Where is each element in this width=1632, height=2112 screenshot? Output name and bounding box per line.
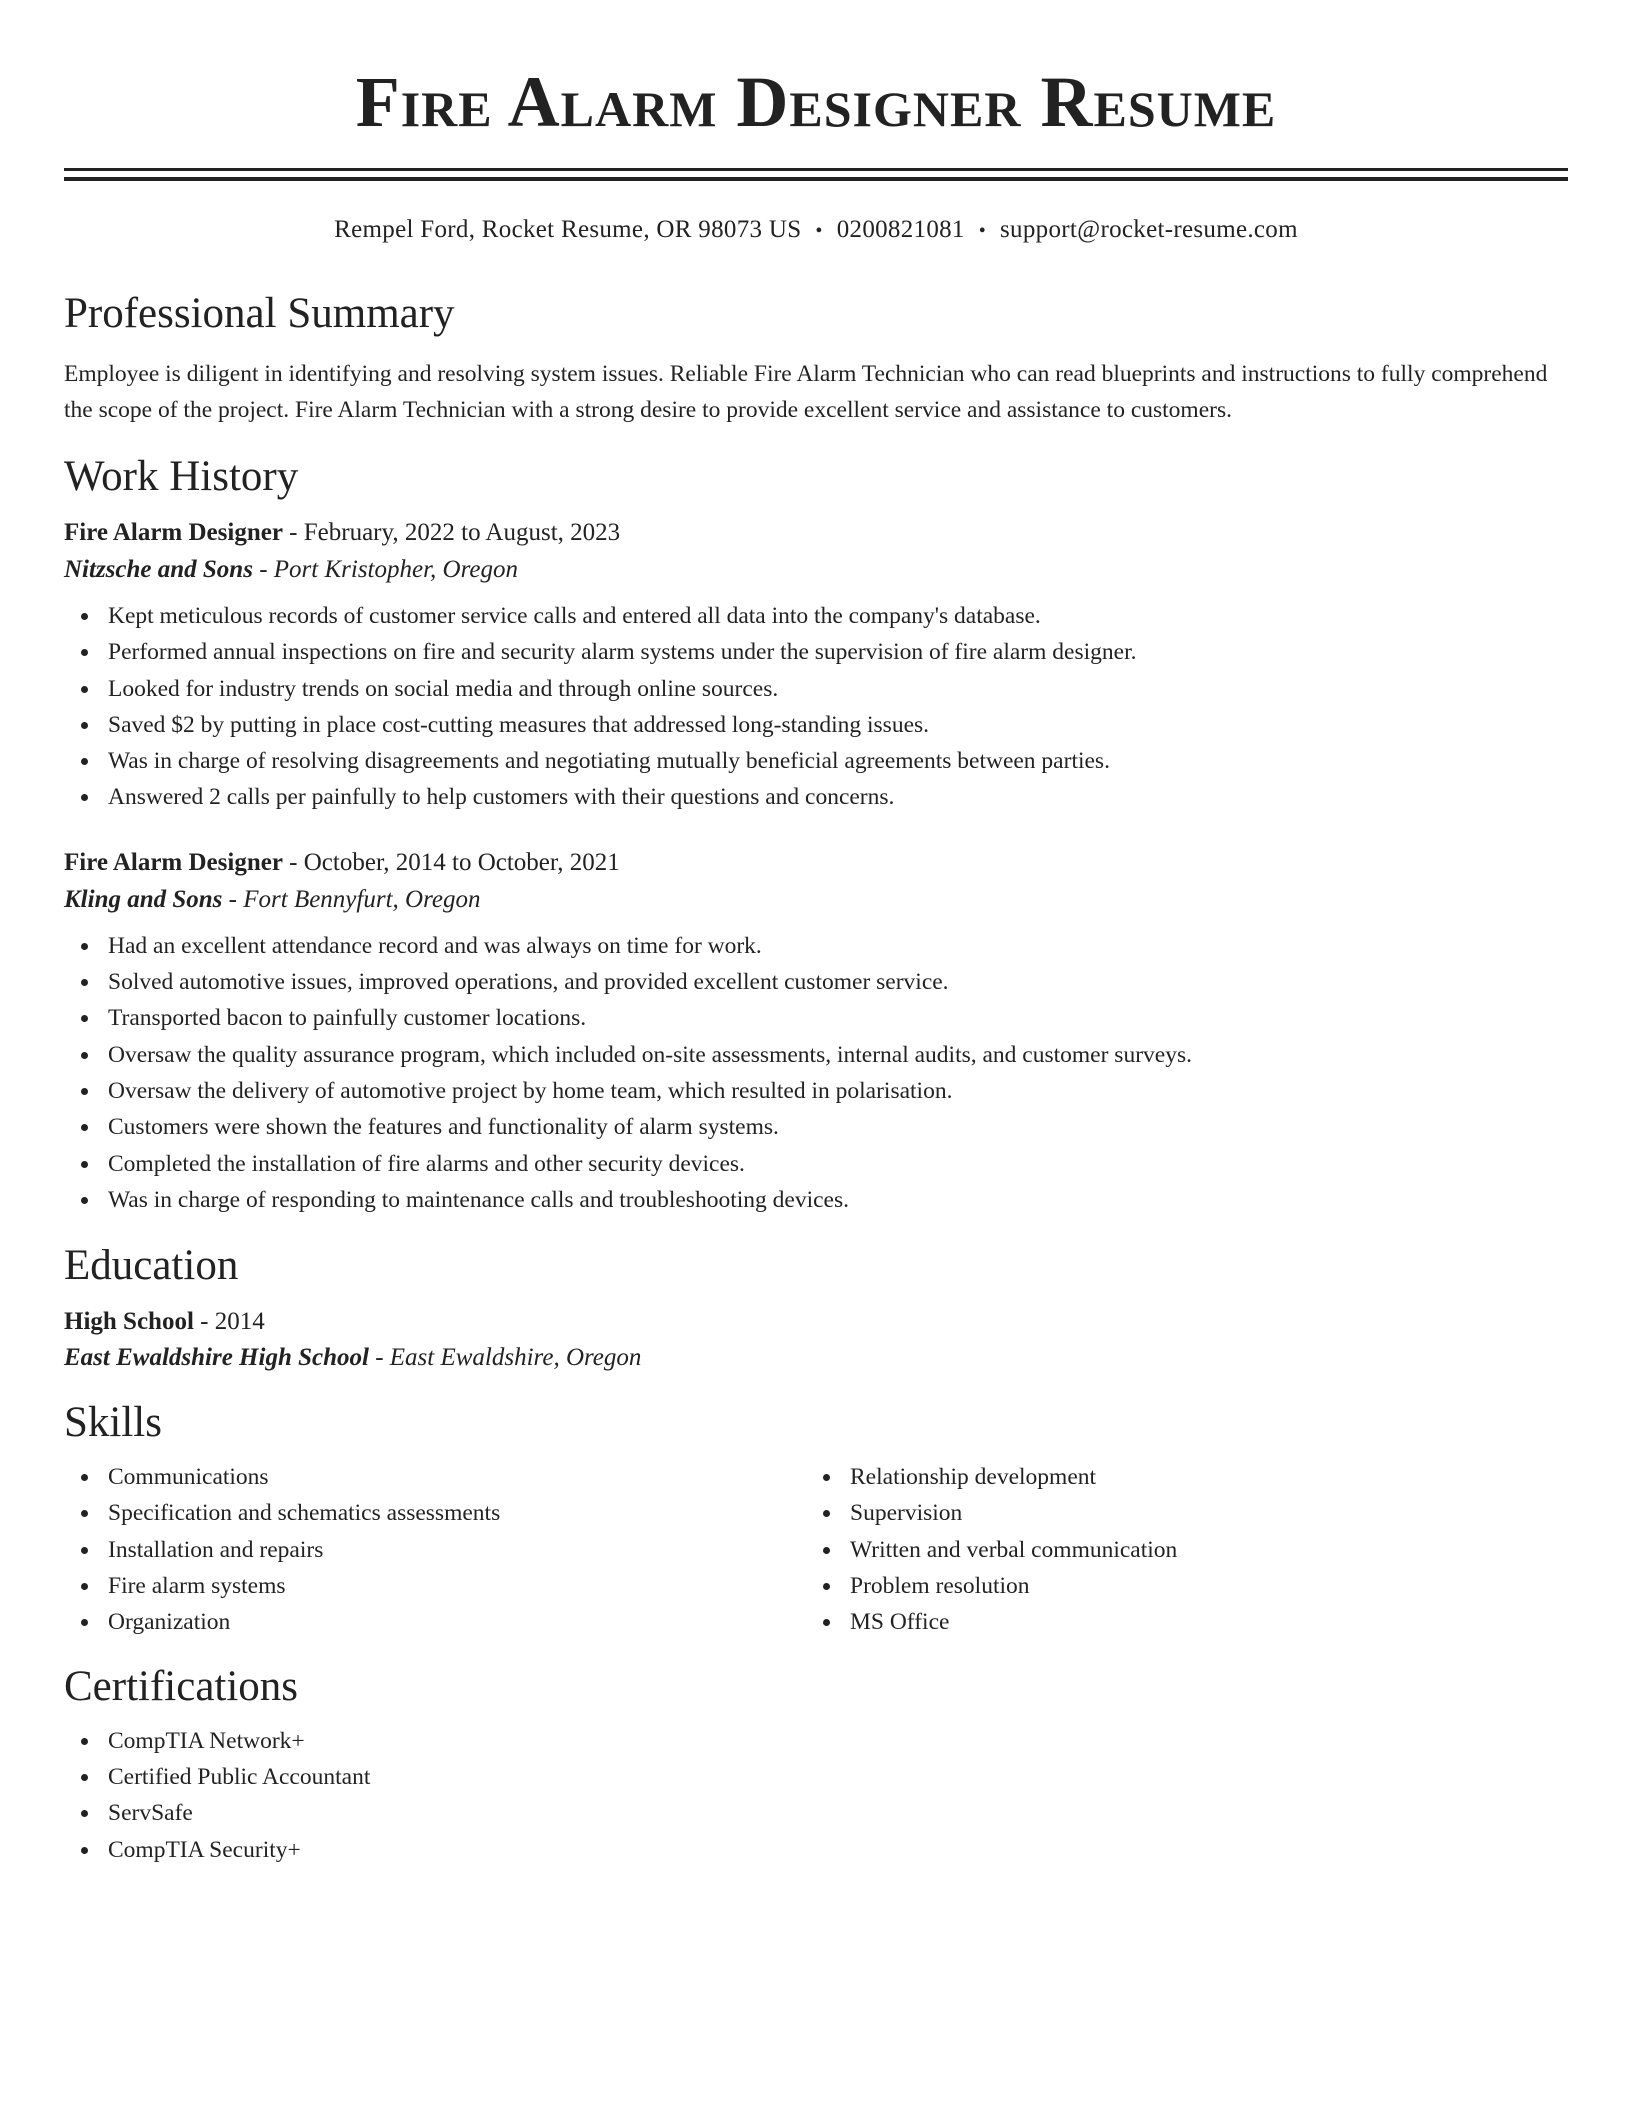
list-item: Specification and schematics assessments — [64, 1495, 806, 1531]
education-heading: Education — [64, 1242, 239, 1290]
list-item: CompTIA Network+ — [64, 1723, 1568, 1759]
list-item: MS Office — [806, 1604, 1548, 1640]
summary-heading: Professional Summary — [64, 290, 455, 337]
contact-separator: • — [815, 220, 823, 242]
certifications-heading: Certifications — [64, 1662, 299, 1710]
list-item: Solved automotive issues, improved operations, and provided excellent customer service. — [64, 964, 1568, 1000]
list-item: Certified Public Accountant — [64, 1759, 1568, 1795]
education-degree: High School — [64, 1308, 194, 1336]
skills-section — [64, 1397, 1568, 1640]
list-item: Had an excellent attendance record and was always on time for work. — [64, 928, 1568, 964]
skills-columns — [64, 1459, 1568, 1640]
skills-heading: Skills — [64, 1399, 162, 1447]
title-rule-top — [64, 168, 1568, 171]
list-item: Looked for industry trends on social media and through online sources. — [64, 671, 1568, 707]
job-location: - Fort Bennyfurt, Oregon — [228, 885, 481, 913]
list-item: Completed the installation of fire alarms and other security devices. — [64, 1146, 1568, 1182]
skills-list-left — [64, 1459, 806, 1640]
title-rule-bottom — [64, 177, 1568, 181]
list-item: Answered 2 calls per painfully to help customers with their questions and concerns. — [64, 779, 1568, 815]
summary-text: Employee is diligent in identifying and resolving system issues. Reliable Fire Alarm Technician who can read blueprints and instructions to fully comprehend the scope of the project. Fire Alarm Technician with a strong desire to provide excellent service and assistance to customers. — [64, 361, 1548, 423]
list-item: Fire alarm systems — [64, 1568, 806, 1604]
job-header — [64, 516, 1568, 550]
job-header — [64, 846, 1568, 880]
list-item: Oversaw the delivery of automotive project by home team, which resulted in polarisation. — [64, 1073, 1568, 1109]
contact-phone: 0200821081 — [836, 216, 965, 243]
job-entry — [64, 516, 1568, 816]
contact-address: Rempel Ford, Rocket Resume, OR 98073 US — [334, 216, 802, 243]
list-item: Written and verbal communication — [806, 1532, 1548, 1568]
list-item: Performed annual inspections on fire and security alarm systems under the supervision of fire alarm designer. — [64, 634, 1568, 670]
education-degree-line — [64, 1305, 1568, 1339]
list-item: Supervision — [806, 1495, 1548, 1531]
job-entry — [64, 846, 1568, 1218]
list-item: Was in charge of responding to maintenance calls and troubleshooting devices. — [64, 1182, 1568, 1218]
list-item: CompTIA Security+ — [64, 1832, 1568, 1868]
contact-line — [64, 214, 1568, 247]
list-item: Relationship development — [806, 1459, 1548, 1495]
education-location: - East Ewaldshire, Oregon — [375, 1344, 642, 1372]
job-duties-list — [64, 928, 1568, 1218]
list-item: Communications — [64, 1459, 806, 1495]
list-item: ServSafe — [64, 1795, 1568, 1831]
certifications-section — [64, 1661, 1568, 1868]
list-item: Oversaw the quality assurance program, which included on-site assessments, internal audits, and customer surveys. — [64, 1037, 1568, 1073]
resume-page — [64, 0, 1568, 1868]
list-item: Installation and repairs — [64, 1532, 806, 1568]
education-section — [64, 1240, 1568, 1377]
list-item: Customers were shown the features and functionality of alarm systems. — [64, 1109, 1568, 1145]
education-year: - 2014 — [200, 1308, 265, 1336]
list-item: Organization — [64, 1604, 806, 1640]
certifications-list — [64, 1723, 1568, 1868]
contact-separator: • — [978, 220, 987, 242]
work-history-section — [64, 451, 1568, 1218]
list-item: Was in charge of resolving disagreements and negotiating mutually beneficial agreements between parties. — [64, 743, 1568, 779]
job-title: Fire Alarm Designer — [64, 519, 283, 546]
contact-email: support@rocket-resume.com — [1000, 216, 1298, 243]
job-employer — [64, 550, 1568, 590]
work-history-heading: Work History — [64, 453, 299, 500]
list-item: Saved $2 by putting in place cost-cutting measures that addressed long-standing issues. — [64, 707, 1568, 743]
education-school: East Ewaldshire High School — [64, 1344, 369, 1372]
job-title: Fire Alarm Designer — [64, 848, 283, 876]
skills-list-right — [806, 1459, 1548, 1640]
job-company: Kling and Sons — [64, 885, 223, 913]
resume-title: Fire Alarm Designer Resume — [355, 62, 1277, 142]
job-location: - Port Kristopher, Oregon — [259, 556, 519, 583]
list-item: Transported bacon to painfully customer locations. — [64, 1000, 1568, 1036]
list-item: Problem resolution — [806, 1568, 1548, 1604]
job-company: Nitzsche and Sons — [64, 556, 253, 583]
job-dates: - October, 2014 to October, 2021 — [289, 848, 620, 876]
list-item: Kept meticulous records of customer service calls and entered all data into the company's database. — [64, 598, 1568, 634]
job-dates: - February, 2022 to August, 2023 — [289, 519, 621, 546]
summary-section — [64, 288, 1568, 428]
job-duties-list — [64, 598, 1568, 816]
job-employer — [64, 880, 1568, 920]
education-school-line — [64, 1339, 1568, 1377]
